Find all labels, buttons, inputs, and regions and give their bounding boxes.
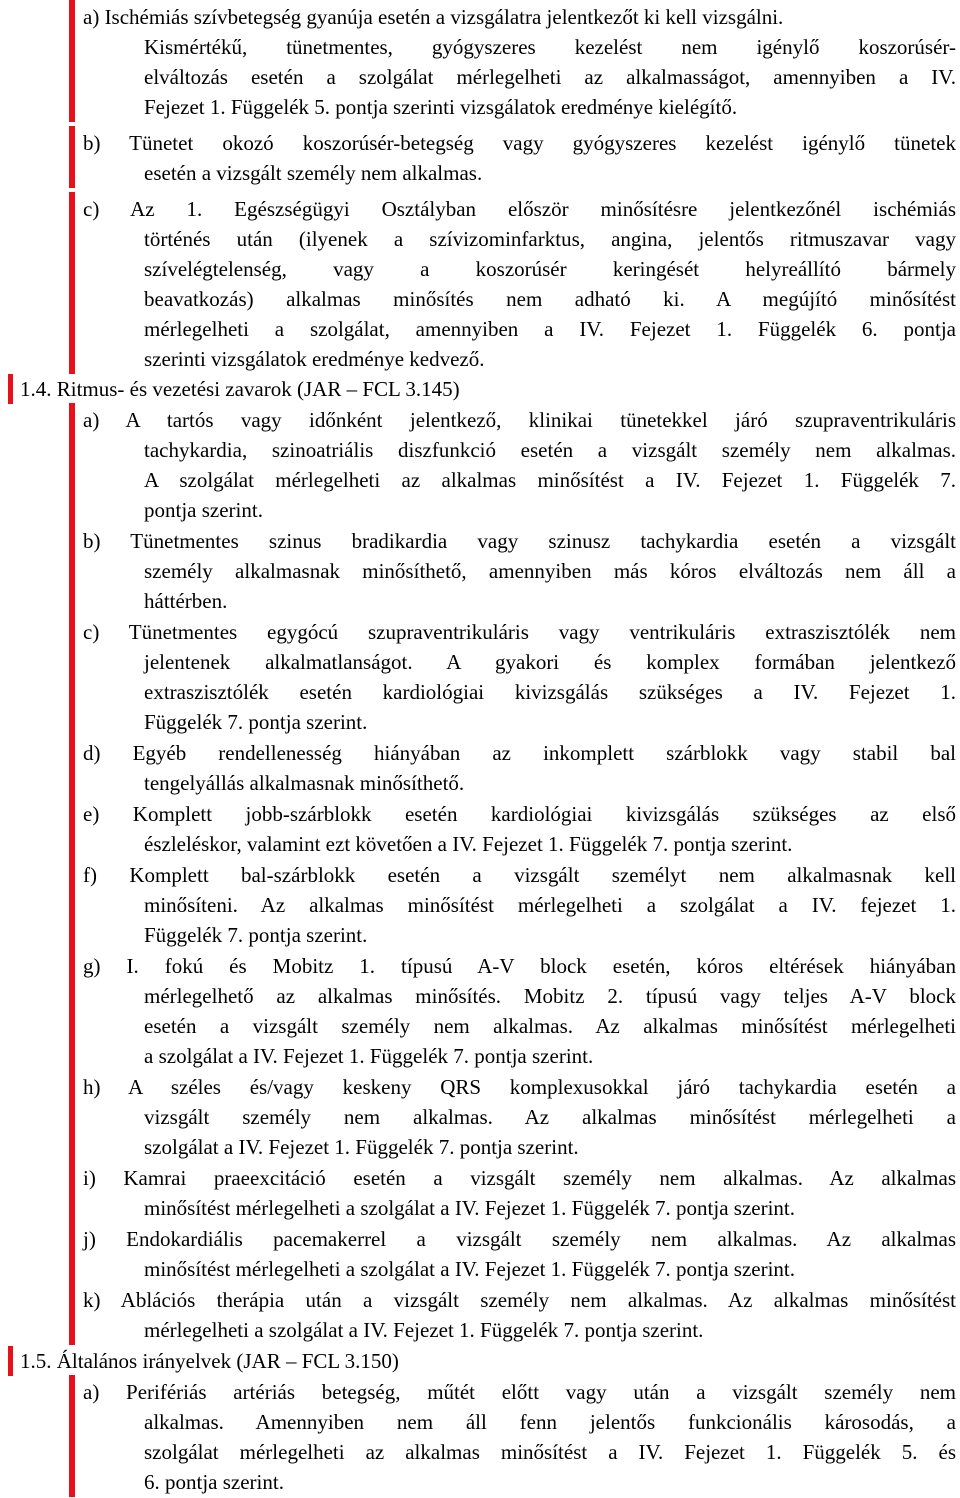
revision-marker bbox=[69, 797, 75, 859]
item-k-line: mérlegelheti a szolgálat a IV. Fejezet 1. Függelék 7. pontja szerint. bbox=[144, 1318, 704, 1342]
item-b-line: b) Tünetmentes szinus bradikardia vagy szinusz tachykardia esetén a vizsgált bbox=[83, 529, 956, 553]
revision-marker bbox=[69, 949, 75, 1071]
item-a-line: Fejezet 1. Függelék 5. pontja szerinti vizsgálatok eredménye kielégítő. bbox=[144, 95, 738, 119]
revision-marker bbox=[8, 374, 13, 404]
revision-marker bbox=[69, 615, 75, 737]
item-c-line: extraszisztólék esetén kardiológiai kivizsgálás szükséges a IV. Fejezet 1. bbox=[144, 680, 956, 704]
item-f-line: Függelék 7. pontja szerint. bbox=[144, 923, 368, 947]
section-heading-1-5: 1.5. Általános irányelvek (JAR – FCL 3.150) bbox=[20, 1349, 399, 1373]
item-a-line: 6. pontja szerint. bbox=[144, 1470, 284, 1494]
item-a-line: a) Perifériás artériás betegség, műtét előtt vagy után a vizsgált személy nem bbox=[83, 1380, 956, 1404]
revision-marker bbox=[69, 1070, 75, 1162]
item-i-line: minősítést mérlegelheti a szolgálat a IV. Fejezet 1. Függelék 7. pontja szerint. bbox=[144, 1196, 796, 1220]
item-c-line: szívelégtelenség, vagy a koszorúsér keringését helyreállító bármely bbox=[144, 257, 956, 281]
item-b-line: háttérben. bbox=[144, 589, 228, 613]
item-c-line: szerinti vizsgálatok eredménye kedvező. bbox=[144, 347, 485, 371]
item-g-line: mérlegelhető az alkalmas minősítés. Mobitz 2. típusú vagy teljes A-V block bbox=[144, 984, 956, 1008]
item-a-line: A szolgálat mérlegelheti az alkalmas minősítést a IV. Fejezet 1. Függelék 7. bbox=[144, 468, 956, 492]
revision-marker bbox=[69, 1222, 75, 1284]
item-b-line: személy alkalmasnak minősíthető, amennyiben más kóros elváltozás nem áll a bbox=[144, 559, 956, 583]
item-a-line: alkalmas. Amennyiben nem áll fenn jelentős funkcionális károsodás, a bbox=[144, 1410, 956, 1434]
revision-marker bbox=[8, 1346, 13, 1376]
item-d-line: tengelyállás alkalmasnak minősíthető. bbox=[144, 771, 465, 795]
item-i-line: i) Kamrai praeexcitáció esetén a vizsgált személy nem alkalmas. Az alkalmas bbox=[83, 1166, 956, 1190]
item-b-line: b) Tünetet okozó koszorúsér-betegség vagy gyógyszeres kezelést igénylő tünetek bbox=[83, 131, 956, 155]
item-a-line: a) Ischémiás szívbetegség gyanúja esetén a vizsgálatra jelentkezőt ki kell vizsgálni. bbox=[83, 5, 784, 29]
item-b-line: esetén a vizsgált személy nem alkalmas. bbox=[144, 161, 483, 185]
item-k-line: k) Ablációs therápia után a vizsgált személy nem alkalmas. Az alkalmas minősítést bbox=[83, 1288, 956, 1312]
item-a-line: a) A tartós vagy időnként jelentkező, klinikai tünetekkel járó szupraventrikuláris bbox=[83, 408, 956, 432]
item-c-line: történés után (ilyenek a szívizominfarktus, angina, jelentős ritmuszavar vagy bbox=[144, 227, 956, 251]
item-j-line: minősítést mérlegelheti a szolgálat a IV. Fejezet 1. Függelék 7. pontja szerint. bbox=[144, 1257, 796, 1281]
item-a-line: szolgálat mérlegelheti az alkalmas minősítést a IV. Fejezet 1. Függelék 5. és bbox=[144, 1440, 956, 1464]
item-a-line: tachykardia, szinoatriális diszfunkció esetén a vizsgált személy nem alkalmas. bbox=[144, 438, 956, 462]
item-h-line: h) A széles és/vagy keskeny QRS komplexusokkal járó tachykardia esetén a bbox=[83, 1075, 956, 1099]
item-h-line: szolgálat a IV. Fejezet 1. Függelék 7. pontja szerint. bbox=[144, 1135, 579, 1159]
item-g-line: a szolgálat a IV. Fejezet 1. Függelék 7. pontja szerint. bbox=[144, 1044, 594, 1068]
item-e-line: észleléskor, valamint ezt követően a IV. Fejezet 1. Függelék 7. pontja szerint. bbox=[144, 832, 793, 856]
item-a-line: pontja szerint. bbox=[144, 498, 263, 522]
revision-marker bbox=[69, 126, 75, 188]
item-c-line: c) Tünetmentes egygócú szupraventrikuláris vagy ventrikuláris extraszisztólék nem bbox=[83, 620, 956, 644]
revision-marker bbox=[69, 524, 75, 616]
item-f-line: f) Komplett bal-szárblokk esetén a vizsgált személyt nem alkalmasnak kell bbox=[83, 863, 956, 887]
item-d-line: d) Egyéb rendellenesség hiányában az inkomplett szárblokk vagy stabil bal bbox=[83, 741, 956, 765]
item-c-line: mérlegelheti a szolgálat, amennyiben a IV. Fejezet 1. Függelék 6. pontja bbox=[144, 317, 956, 341]
revision-marker bbox=[69, 403, 75, 525]
item-c-line: Függelék 7. pontja szerint. bbox=[144, 710, 368, 734]
item-g-line: g) I. fokú és Mobitz 1. típusú A-V block esetén, kóros eltérések hiányában bbox=[83, 954, 956, 978]
item-f-line: minősíteni. Az alkalmas minősítést mérlegelheti a szolgálat a IV. fejezet 1. bbox=[144, 893, 956, 917]
revision-marker bbox=[69, 1375, 75, 1497]
item-e-line: e) Komplett jobb-szárblokk esetén kardiológiai kivizsgálás szükséges az első bbox=[83, 802, 956, 826]
item-h-line: vizsgált személy nem alkalmas. Az alkalmas minősítést mérlegelheti a bbox=[144, 1105, 956, 1129]
revision-marker bbox=[69, 736, 75, 798]
revision-marker bbox=[69, 1161, 75, 1223]
revision-marker bbox=[69, 0, 75, 122]
item-a-line: elváltozás esetén a szolgálat mérlegelheti az alkalmasságot, amennyiben a IV. bbox=[144, 65, 956, 89]
item-j-line: j) Endokardiális pacemakerrel a vizsgált személy nem alkalmas. Az alkalmas bbox=[83, 1227, 956, 1251]
revision-marker bbox=[69, 1283, 75, 1345]
item-g-line: esetén a vizsgált személy nem alkalmas. Az alkalmas minősítést mérlegelheti bbox=[144, 1014, 956, 1038]
item-c-line: c) Az 1. Egészségügyi Osztályban először minősítésre jelentkezőnél ischémiás bbox=[83, 197, 956, 221]
section-heading-1-4: 1.4. Ritmus- és vezetési zavarok (JAR – FCL 3.145) bbox=[20, 377, 460, 401]
item-c-line: jelentenek alkalmatlanságot. A gyakori és komplex formában jelentkező bbox=[144, 650, 956, 674]
revision-marker bbox=[69, 192, 75, 374]
revision-marker bbox=[69, 858, 75, 950]
item-c-line: beavatkozás) alkalmas minősítés nem adható ki. A megújító minősítést bbox=[144, 287, 956, 311]
item-a-line: Kismértékű, tünetmentes, gyógyszeres kezelést nem igénylő koszorúsér- bbox=[144, 35, 956, 59]
